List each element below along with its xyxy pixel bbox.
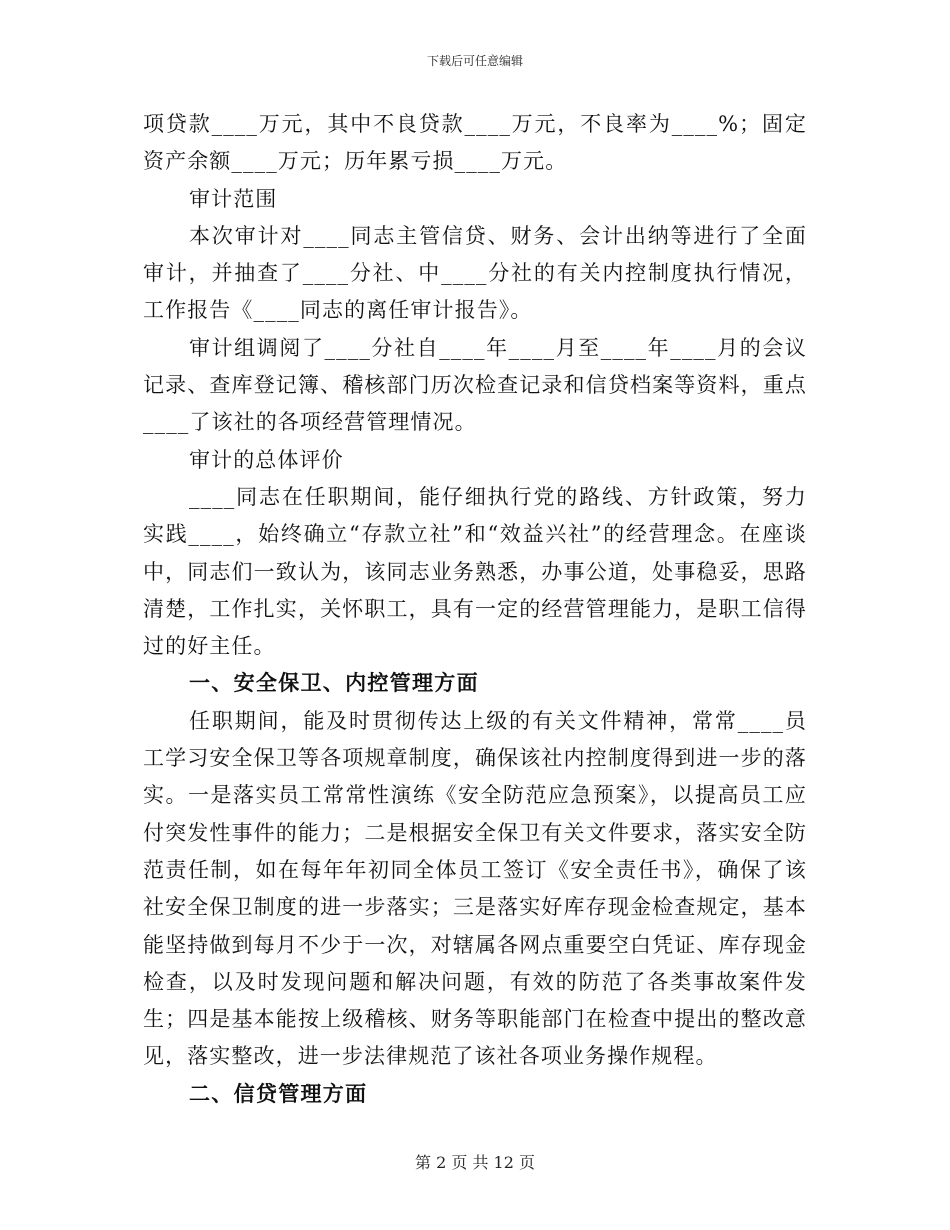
paragraph-overall-evaluation: ____同志在任职期间，能仔细执行党的路线、方针政策，努力实践____，始终确立“存款立社”和“效益兴社”的经营理念。在座谈中，同志们一致认为，该同志业务熟悉，办事公道，处事稳妥，思路清楚，工作扎实，关怀职工，具有一定的经营管理能力，是职工信得过的好主任。	[143, 484, 807, 659]
page-number: 第 2 页 共 12 页	[415, 1153, 535, 1172]
paragraph-security-internal-control: 任职期间，能及时贯彻传达上级的有关文件精神，常常____员工学习安全保卫等各项规章制度，确保该社内控制度得到进一步的落实。一是落实员工常常性演练《安全防范应急预案》，以提高员工应付突发性事件的能力；二是根据安全保卫有关文件要求，落实安全防范责任制，如在每年年初同全体员工签订《安全责任书》，确保了该社安全保卫制度的进一步落实；三是落实好库存现金检查规定，基本能坚持做到每月不少于一次，对辖属各网点重要空白凭证、库存现金检查，以及时发现问题和解决问题，有效的防范了各类事故案件发生；四是基本能按上级稽核、财务等职能部门在检查中提出的整改意见，落实整改，进一步法律规范了该社各项业务操作规程。	[143, 708, 807, 1069]
page-header-note: 下载后可任意编辑	[426, 54, 523, 68]
paragraph-audit-records: 审计组调阅了____分社自____年____月至____年____月的会议记录、查库登记簿、稽核部门历次检查记录和信贷档案等资料，重点____了该社的各项经营管理情况。	[143, 335, 807, 435]
paragraph-audit-scope: 本次审计对____同志主管信贷、财务、会计出纳等进行了全面审计，并抽查了____分社、中____分社的有关内控制度执行情况，工作报告《____同志的离任审计报告》。	[143, 223, 807, 323]
heading-security-internal-control: 一、安全保卫、内控管理方面	[189, 671, 479, 696]
document-body	[143, 106, 807, 1113]
section-label-overall-evaluation: 审计的总体评价	[189, 447, 344, 472]
paragraph-loan-figures: 项贷款____万元，其中不良贷款____万元，不良率为____%；固定资产余额____万元；历年累亏损____万元。	[143, 112, 807, 174]
section-label-audit-scope: 审计范围	[189, 186, 278, 211]
heading-credit-management: 二、信贷管理方面	[189, 1081, 368, 1106]
